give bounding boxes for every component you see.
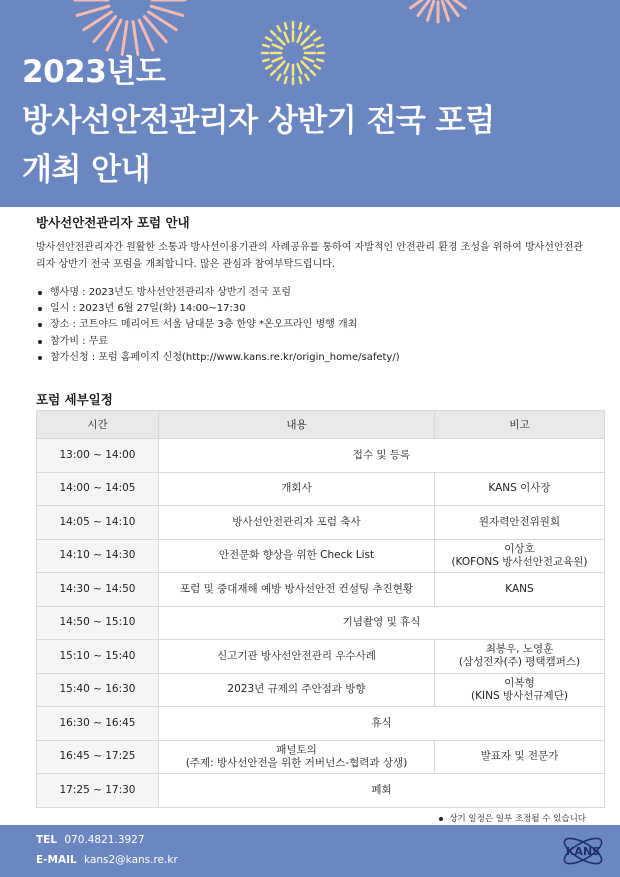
note-line: KANS: [505, 582, 534, 595]
note-cell: [435, 506, 605, 540]
note-line: KANS 이사장: [488, 482, 551, 495]
schedule-header-row: [37, 411, 605, 439]
content-line: 접수 및 등록: [352, 448, 411, 461]
table-row: [37, 673, 605, 707]
column-header-content: 내용: [159, 411, 435, 439]
content-line: (주제: 방사선안전을 위한 거버넌스-협력과 상생): [185, 756, 408, 769]
note-cell: [435, 539, 605, 573]
time-cell: 14:05 ~ 14:10: [37, 506, 159, 540]
time-cell: 15:40 ~ 16:30: [37, 673, 159, 707]
table-row: [37, 774, 605, 808]
note-cell: [435, 472, 605, 506]
table-row: [37, 539, 605, 573]
detail-fee: 참가비 : 무료: [36, 334, 400, 350]
content-line: 포럼 및 중대재해 예방 방사선안전 컨설팅 추진현황: [179, 582, 414, 595]
content-line: 신고기관 방사선안전관리 우수사례: [217, 649, 376, 662]
table-row: [37, 640, 605, 674]
content-cell: [159, 740, 435, 774]
content-line: 개회사: [281, 482, 312, 495]
table-row: [37, 707, 605, 741]
table-row: [37, 472, 605, 506]
table-row: [37, 506, 605, 540]
intro-heading: 방사선안전관리자 포럼 안내: [36, 215, 190, 230]
time-cell: 14:10 ~ 14:30: [37, 539, 159, 573]
time-cell: 14:50 ~ 15:10: [37, 606, 159, 640]
title-line: 개최 안내: [22, 152, 151, 188]
schedule-footnote: 상기 일정은 일부 조정될 수 있습니다: [439, 812, 586, 824]
email-address: kans2@kans.re.kr: [84, 854, 178, 866]
content-cell: [159, 573, 435, 607]
time-cell: 16:30 ~ 16:45: [37, 707, 159, 741]
table-row: [37, 606, 605, 640]
content-line: 기념촬영 및 휴식: [342, 616, 421, 629]
note-line: 원자력안전위원회: [478, 515, 561, 528]
note-line: (삼성전자(주) 평택캠퍼스): [458, 656, 581, 669]
kans-logo-icon: [560, 831, 606, 871]
table-row: [37, 740, 605, 774]
note-line: 최봉우, 노영훈: [485, 643, 554, 656]
title-line: 2023년도: [22, 54, 166, 90]
detail-date: 일시 : 2023년 6월 27일(화) 14:00~17:30: [36, 301, 400, 317]
footer-contact: [0, 825, 620, 877]
content-line: 안전문화 향상을 위한 Check List: [218, 549, 375, 562]
title-line: 방사선안전관리자 상반기 전국 포럼: [22, 103, 495, 139]
note-line: (KINS 방사선규제단): [471, 689, 568, 702]
content-line: 폐회: [371, 783, 392, 796]
firework-decoration-right: [398, 0, 478, 34]
content-cell: [159, 774, 605, 808]
time-cell: 14:30 ~ 14:50: [37, 573, 159, 607]
detail-registration: 참가신청 : 포럼 홈페이지 신청(http://www.kans.re.kr/origin_home/safety/): [36, 350, 400, 366]
footer-email: [36, 854, 178, 866]
event-details-list: [36, 285, 400, 366]
column-header-time: 시간: [37, 411, 159, 439]
column-header-note: 비고: [435, 411, 605, 439]
tel-number: 070.4821.3927: [64, 834, 145, 846]
time-cell: 14:00 ~ 14:05: [37, 472, 159, 506]
note-line: 이상호: [504, 542, 535, 555]
logo-text: KANS: [565, 845, 601, 858]
content-line: 휴식: [371, 716, 392, 729]
content-cell: [159, 539, 435, 573]
note-line: 발표자 및 전문가: [480, 750, 559, 763]
time-cell: 16:45 ~ 17:25: [37, 740, 159, 774]
note-cell: [435, 640, 605, 674]
content-line: 2023년 규제의 주안점과 방향: [227, 683, 366, 696]
intro-text: 방사선안전관리자간 원활한 소통과 방사선이용기관의 사례공유를 통하여 자발적인 안전관리 환경 조성을 위하여 방사선안전관리자 상반기 전국 포럼을 개최합니다. 많은 관심과 참여부탁드립니다.: [36, 242, 583, 270]
content-line: 패널토의: [276, 743, 317, 756]
table-row: [37, 573, 605, 607]
detail-venue: 장소 : 코트야드 메리어트 서울 남대문 3층 한양 *온오프라인 병행 개최: [36, 317, 400, 333]
note-line: 이복형: [504, 676, 535, 689]
content-cell: [159, 506, 435, 540]
tel-label: TEL: [36, 834, 58, 846]
content-line: 방사선안전관리자 포럼 축사: [232, 515, 361, 528]
time-cell: 13:00 ~ 14:00: [37, 439, 159, 473]
content-cell: [159, 439, 605, 473]
time-cell: 15:10 ~ 15:40: [37, 640, 159, 674]
content-cell: [159, 707, 605, 741]
email-label: E-MAIL: [36, 854, 77, 866]
content-cell: [159, 673, 435, 707]
content-cell: [159, 606, 605, 640]
content-cell: [159, 472, 435, 506]
detail-event-name: 행사명 : 2023년도 방사선안전관리자 상반기 전국 포럼: [36, 285, 400, 301]
schedule-heading: 포럼 세부일정: [36, 392, 113, 407]
footer-tel: [36, 834, 145, 846]
table-row: [37, 439, 605, 473]
header-banner: [0, 0, 620, 207]
content-cell: [159, 640, 435, 674]
note-line: (KOFONS 방사선안전교육원): [451, 555, 588, 568]
note-cell: [435, 573, 605, 607]
schedule-table: [36, 410, 605, 808]
time-cell: 17:25 ~ 17:30: [37, 774, 159, 808]
page-title: [22, 48, 495, 195]
note-cell: [435, 740, 605, 774]
note-cell: [435, 673, 605, 707]
